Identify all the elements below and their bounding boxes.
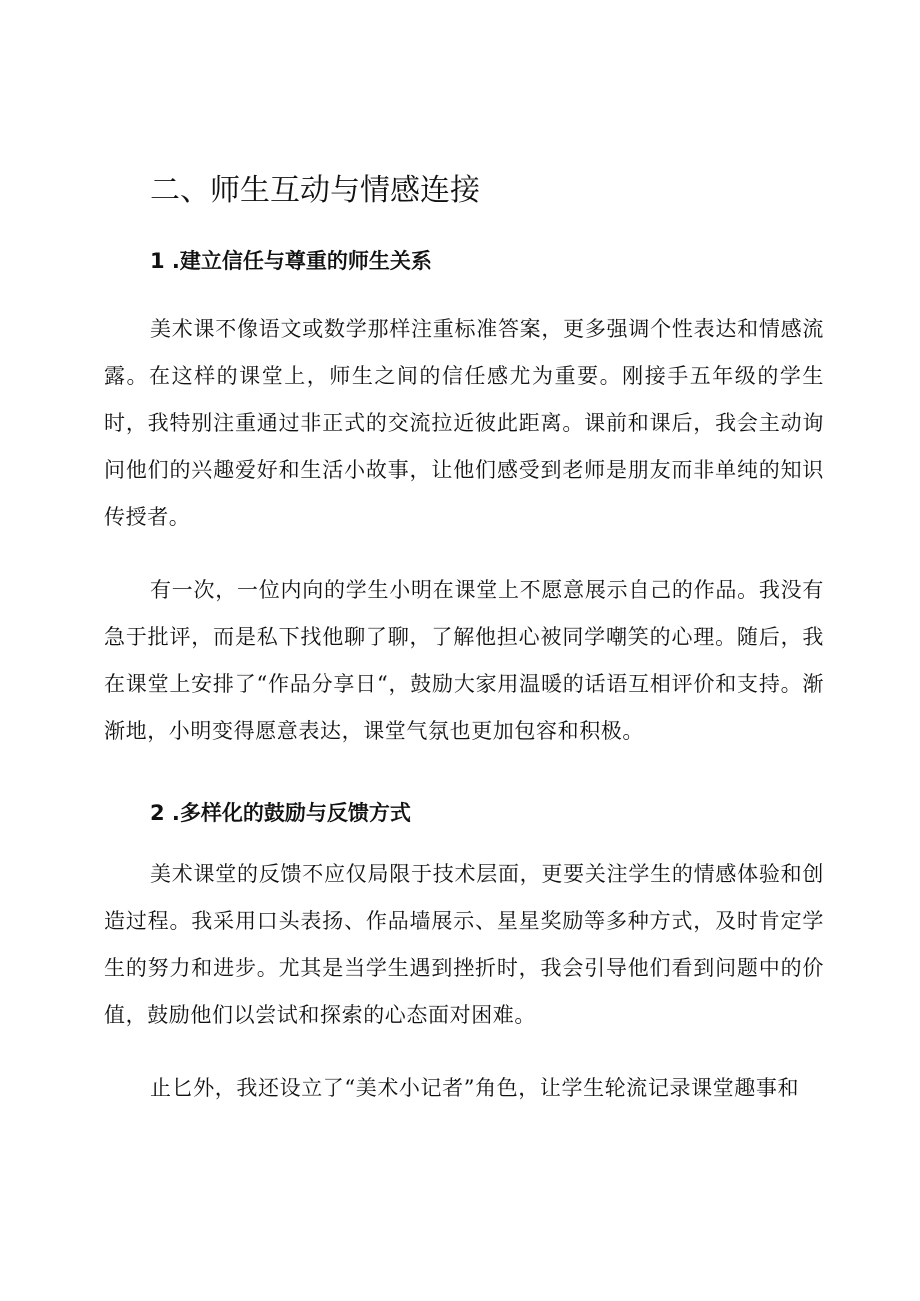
subsection-heading-1: 1 .建立信任与尊重的师生关系 [150,249,432,273]
paragraph-1-2: 有一次，一位内向的学生小明在课堂上不愿意展示自己的作品。我没有急于批评，而是私下找他聊了聊，了解他担心被同学嘲笑的心理。随后，我在课堂上安排了“作品分享日“，鼓励大家用温暖的话语互相评价和支持。渐渐地，小明变得愿意表达，课堂气氛也更加包容和积极。 [104,578,824,743]
paragraph-2-1: 美术课堂的反馈不应仅局限于技术层面，更要关注学生的情感体验和创造过程。我采用口头表扬、作品墙展示、星星奖励等多种方式，及时肯定学生的努力和进步。尤其是当学生遇到挫折时，我会引导他们看到问题中的价值，鼓励他们以尝试和探索的心态面对困难。 [104,862,824,1027]
paragraph-2-2: 止匕外，我还设立了“美术小记者”角色，让学生轮流记录课堂趣事和 [150,1076,800,1100]
section-title: 二、师生互动与情感连接 [150,173,480,208]
subsection-heading-2: 2 .多样化的鼓励与反馈方式 [150,801,411,825]
paragraph-1-1: 美术课不像语文或数学那样注重标准答案，更多强调个性表达和情感流露。在这样的课堂上，师生之间的信任感尤为重要。刚接手五年级的学生时，我特别注重通过非正式的交流拉近彼此距离。课前和课后，我会主动询问他们的兴趣爱好和生活小故事，让他们感受到老师是朋友而非单纯的知识传授者。 [104,317,824,529]
